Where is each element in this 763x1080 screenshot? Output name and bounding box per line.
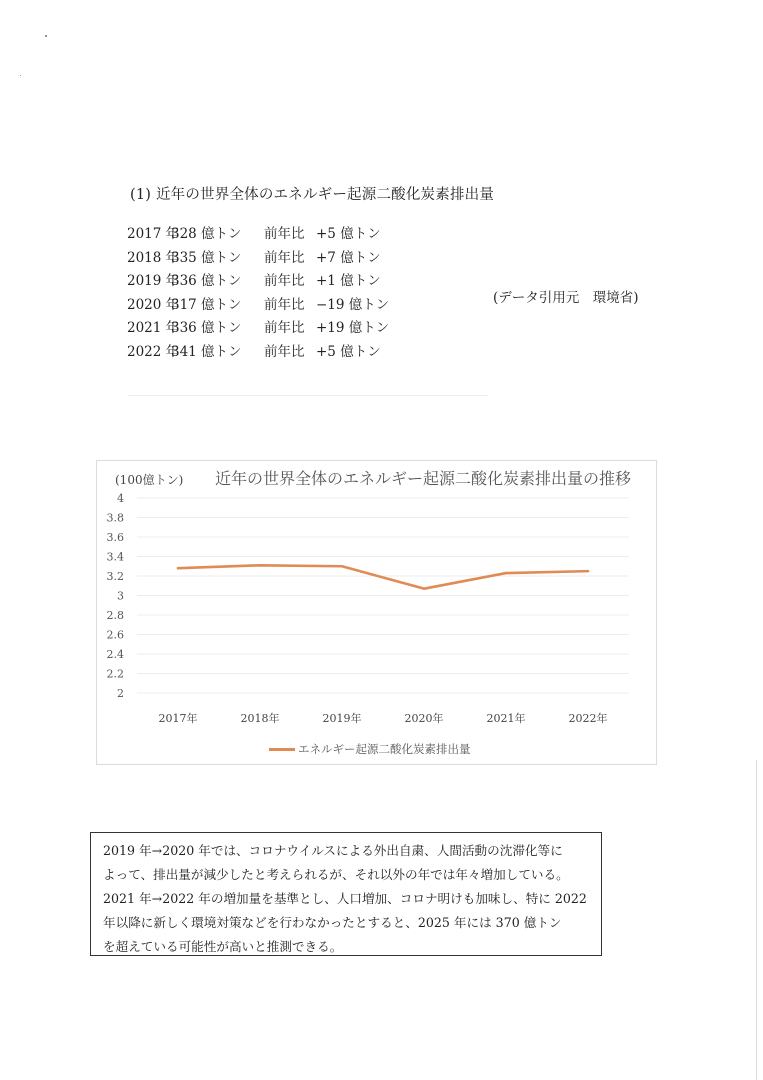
year-cell: 2018 年 [127, 249, 180, 266]
chart-canvas [97, 461, 656, 764]
y-tick-label: 2.4 [106, 648, 124, 661]
emissions-table [127, 223, 389, 364]
y-tick-label: 4 [117, 492, 124, 505]
table-row [127, 247, 389, 271]
chart-title: 近年の世界全体のエネルギー起源二酸化炭素排出量の推移 [215, 469, 632, 488]
summary-line: を超えている可能性が高いと推測できる。 [103, 939, 343, 954]
year-cell: 2017 年 [127, 226, 180, 242]
line-chart [96, 460, 657, 765]
chart-legend [269, 741, 471, 757]
legend-line-swatch [269, 748, 295, 751]
year-cell: 2021 年 [127, 320, 180, 336]
summary-line: よって、排出量が減少したと考えられるが、それ以外の年では年々増加している。 [103, 867, 569, 882]
y-tick-label: 3.8 [106, 511, 124, 525]
data-source-note: (データ引用元 環境省) [493, 290, 639, 306]
y-tick-label: 2.8 [106, 609, 124, 622]
y-tick-label: 3.6 [106, 531, 124, 544]
divider [128, 395, 488, 396]
x-tick-label: 2019年 [322, 712, 362, 725]
amount-cell: 336 億トン [171, 320, 242, 336]
data-point [259, 564, 262, 567]
year-cell: 2020 年 [127, 296, 180, 313]
table-row [127, 341, 389, 365]
y-tick-label: 3.4 [106, 550, 124, 564]
summary-box [90, 832, 602, 956]
x-tick-label: 2022年 [568, 712, 608, 725]
summary-line: 2021 年→2022 年の増加量を基準とし、人口増加、コロナ明けも加味し、特に 2022 [103, 891, 587, 906]
change-label: 前年比 [264, 343, 305, 360]
x-tick-label: 2017年 [158, 712, 198, 725]
scan-edge [756, 760, 757, 1080]
scan-speck [45, 35, 47, 37]
change-cell: +7 億トン [316, 249, 381, 266]
y-tick-label: 3.2 [106, 570, 124, 583]
amount-cell: 328 億トン [171, 226, 242, 242]
data-point [587, 570, 590, 573]
change-cell: +5 億トン [316, 226, 381, 242]
change-label: 前年比 [264, 296, 305, 313]
x-tick-label: 2021年 [486, 712, 526, 725]
x-tick-label: 2018年 [240, 712, 280, 725]
table-row [127, 270, 389, 294]
change-label: 前年比 [264, 249, 305, 266]
amount-cell: 335 億トン [171, 249, 242, 266]
amount-cell: 317 億トン [171, 296, 242, 313]
series-line [178, 565, 588, 588]
x-tick-label: 2020年 [404, 712, 444, 725]
y-tick-label: 2.2 [106, 667, 124, 681]
y-axis-unit-label: (100億トン) [115, 473, 184, 487]
data-point [177, 567, 180, 570]
change-cell: +19 億トン [316, 320, 390, 336]
y-tick-label: 2 [117, 687, 124, 700]
data-point [423, 587, 426, 590]
summary-line: 2019 年→2020 年では、コロナウイルスによる外出自粛、人間活動の沈滞化等に [103, 843, 563, 858]
data-point [341, 565, 344, 568]
year-cell: 2022 年 [127, 343, 180, 360]
change-label: 前年比 [264, 226, 305, 242]
table-row [127, 294, 389, 318]
table-row [127, 317, 389, 341]
year-cell: 2019 年 [127, 273, 180, 289]
change-label: 前年比 [264, 273, 305, 289]
table-row [127, 223, 389, 247]
change-cell: +1 億トン [316, 273, 381, 289]
summary-line: 年以降に新しく環境対策などを行わなかったとすると、2025 年には 370 億トン [103, 915, 562, 930]
y-tick-label: 3 [117, 589, 124, 603]
y-tick-label: 2.6 [106, 628, 124, 642]
change-cell: +5 億トン [316, 343, 381, 360]
change-cell: −19 億トン [316, 296, 390, 313]
legend-label: エネルギー起源二酸化炭素排出量 [298, 742, 471, 756]
section-heading: (1) 近年の世界全体のエネルギー起源二酸化炭素排出量 [130, 187, 495, 203]
amount-cell: 341 億トン [171, 343, 242, 360]
change-label: 前年比 [264, 320, 305, 336]
amount-cell: 336 億トン [171, 273, 242, 289]
scan-speck [20, 75, 21, 76]
data-point [505, 572, 508, 575]
